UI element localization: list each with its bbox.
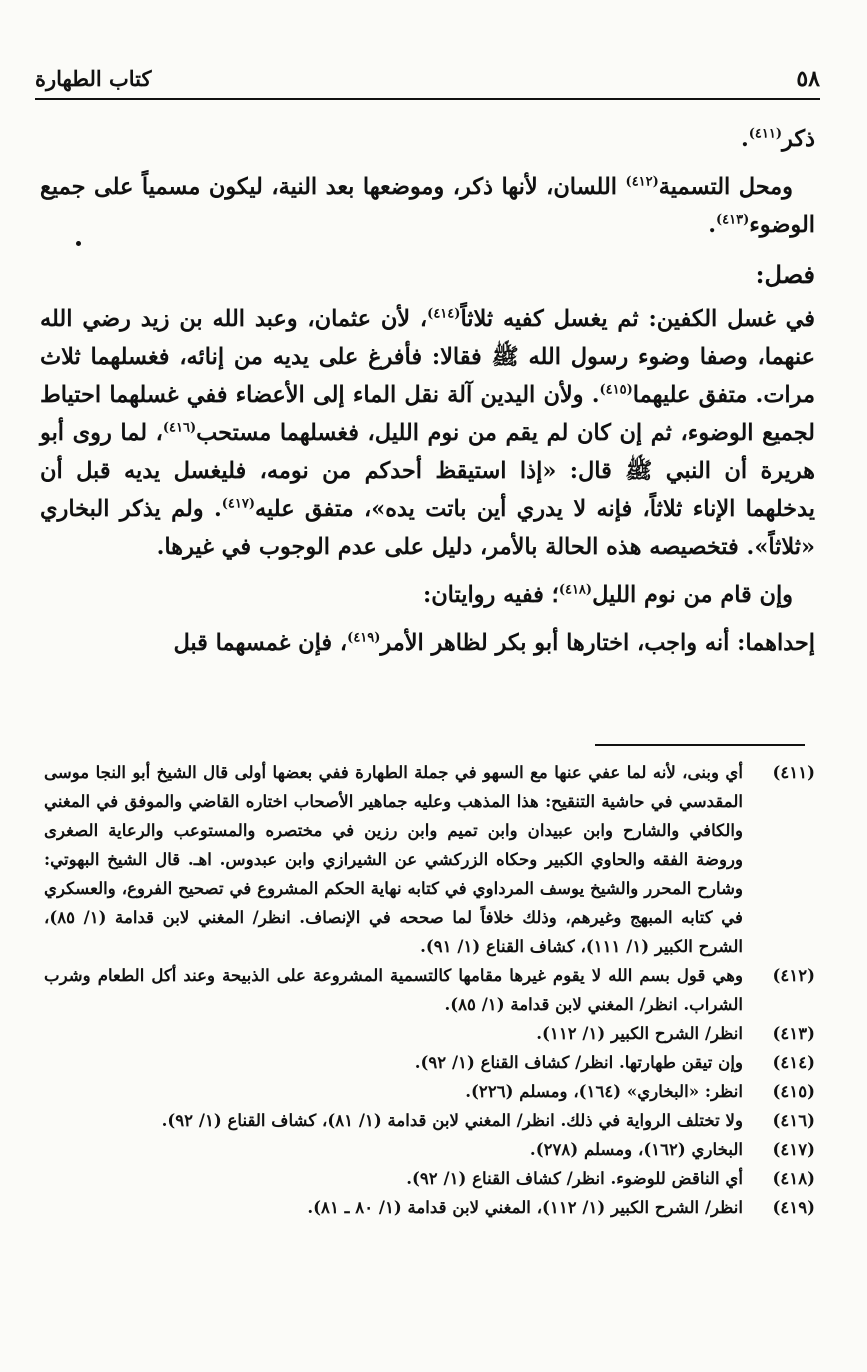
page-header [35, 58, 820, 100]
footnote [44, 961, 815, 1019]
footnote-text: انظر: «البخاري» (١٦٤)، ومسلم (٢٢٦). [465, 1081, 743, 1101]
footnote-text: انظر/ الشرح الكبير (١/ ١١٢)، المغني لابن قدامة (١/ ٨٠ ـ ٨١). [307, 1197, 743, 1217]
footnote-number: (٤١٢) [772, 965, 815, 985]
footnote [44, 1164, 815, 1193]
footnote-text: وهي قول بسم الله لا يقوم غيرها مقامها كالتسمية المشروعة على الذبيحة وعند أكل الطعام وشرب الشراب. انظر/ المغني لابن قدامة (١/ ٨٥). [44, 965, 743, 1014]
footnote [44, 1135, 815, 1164]
footnote-ref-414: (٤١٤) [427, 306, 461, 322]
page-number: ٥٨ [796, 66, 820, 92]
footnotes [44, 758, 815, 1222]
paragraph-5: إحداهما: أنه واجب، اختارها أبو بكر لظاهر الأمر$^{(٤١٩)}$، فإن غمسهما قبل [173, 630, 815, 656]
footnote-text: أي وبنى، لأنه لما عفي عنها مع السهو في جملة الطهارة ففي بعضها أولى قال الشيخ أبو النجا موسى المقدسي في حاشية التنقيح: هذا المذهب وعليه جماهير الأصحاب اختاره القاضي والموفق في المغني والكافي والشارح وابن عبيدان وابن تميم وابن رزين في مختصره والمستوعب والرعاية الصغرى وروضة الفقه والحاوي الكبير وحكاه الزركشي عن الشيرازي وابن عبدوس. اهـ. قال الشيخ البهوتي: وشارح المحرر والشيخ يوسف المرداوي في كتابه نهاية الحكم المشروع في تصحيح الفروع، والعسكري في كتابه المبهج وغيرهم، وذلك خلافاً لما صححه في الإنصاف. انظر/ المغني لابن قدامة (١/ ٨٥)، الشرح الكبير (١/ ١١١)، كشاف القناع (١/ ٩١). [44, 762, 743, 956]
footnote-text: انظر/ الشرح الكبير (١/ ١١٢). [536, 1023, 743, 1043]
footnote-text: أي الناقض للوضوء. انظر/ كشاف القناع (١/ ٩٢). [406, 1168, 743, 1188]
footnote-number: (٤١٩) [772, 1197, 815, 1217]
footnote [44, 1077, 815, 1106]
running-title: كتاب الطهارة [35, 66, 152, 91]
footnote-number: (٤١٥) [772, 1081, 815, 1101]
footnote-number: (٤١١) [772, 762, 815, 782]
footnote-text: ولا تختلف الرواية في ذلك. انظر/ المغني لابن قدامة (١/ ٨١)، كشاف القناع (١/ ٩٢). [161, 1110, 743, 1130]
footnote-text: وإن تيقن طهارتها. انظر/ كشاف القناع (١/ ٩٢). [414, 1052, 743, 1072]
main-text [40, 120, 815, 672]
paragraph-1: ذكر$^{(٤١١)}$. [740, 126, 815, 152]
footnote [44, 1106, 815, 1135]
footnote-ref-411: (٤١١) [748, 126, 782, 142]
footnote-ref-418: (٤١٨) [558, 582, 593, 598]
footnote-ref-415: (٤١٥) [599, 382, 633, 398]
footnote-ref-419: (٤١٩) [347, 630, 381, 646]
paragraph-lead: إحداهما: [737, 630, 815, 656]
footnote-ref-417: (٤١٧) [221, 496, 256, 512]
footnote-number: (٤١٦) [772, 1110, 815, 1130]
paragraph-4: وإن قام من نوم الليل$^{(٤١٨)}$؛ ففيه روايتان: [422, 582, 793, 608]
footnote-number: (٤١٨) [772, 1168, 815, 1188]
footnote-ref-412: (٤١٢) [625, 174, 659, 190]
footnote-separator [595, 744, 805, 746]
footnote-ref-416: (٤١٦) [162, 420, 197, 436]
footnote-text: البخاري (١٦٢)، ومسلم (٢٧٨). [529, 1139, 743, 1159]
footnote [44, 1019, 815, 1048]
paragraph-3: في غسل الكفين: ثم يغسل كفيه ثلاثاً$^{(٤١٤)}$، لأن عثمان، وعبد الله بن زيد رضي الله عنهما، وصفا وضوء رسول الله ﷺ فقالا: فأفرغ على يديه من إنائه، فغسلهما ثلاث مرات. متفق عليهما$^{(٤١٥)}$. ولأن اليدين آلة نقل الماء إلى الأعضاء ففي غسلهما احتياط لجميع الوضوء، ثم إن كان لم يقم من نوم الليل، فغسلهما مستحب$^{(٤١٦)}$، لما روى أبو هريرة أن النبي ﷺ قال: «إذا استيقظ أحدكم من نومه، فليغسل يديه قبل أن يدخلهما الإناء ثلاثاً، فإنه لا يدري أين باتت يده»، متفق عليه$^{(٤١٧)}$. ولم يذكر البخاري «ثلاثاً». فتخصيصه هذه الحالة بالأمر، دليل على عدم الوجوب في غيرها. [40, 306, 816, 560]
footnote [44, 1048, 815, 1077]
section-heading: فصل: [755, 260, 815, 289]
paragraph-2: ومحل التسمية$^{(٤١٢)}$ اللسان، لأنها ذكر، وموضعها بعد النية، ليكون مسمياً على جميع الوضوء$^{(٤١٣)}$. [40, 174, 815, 238]
footnote-number: (٤١٧) [772, 1139, 815, 1159]
footnote [44, 758, 815, 961]
footnote [44, 1193, 815, 1222]
footnote-number: (٤١٣) [772, 1023, 815, 1043]
footnote-number: (٤١٤) [772, 1052, 815, 1072]
footnote-ref-413: (٤١٣) [716, 212, 750, 228]
paragraph-lead: في غسل الكفين: [648, 306, 815, 332]
